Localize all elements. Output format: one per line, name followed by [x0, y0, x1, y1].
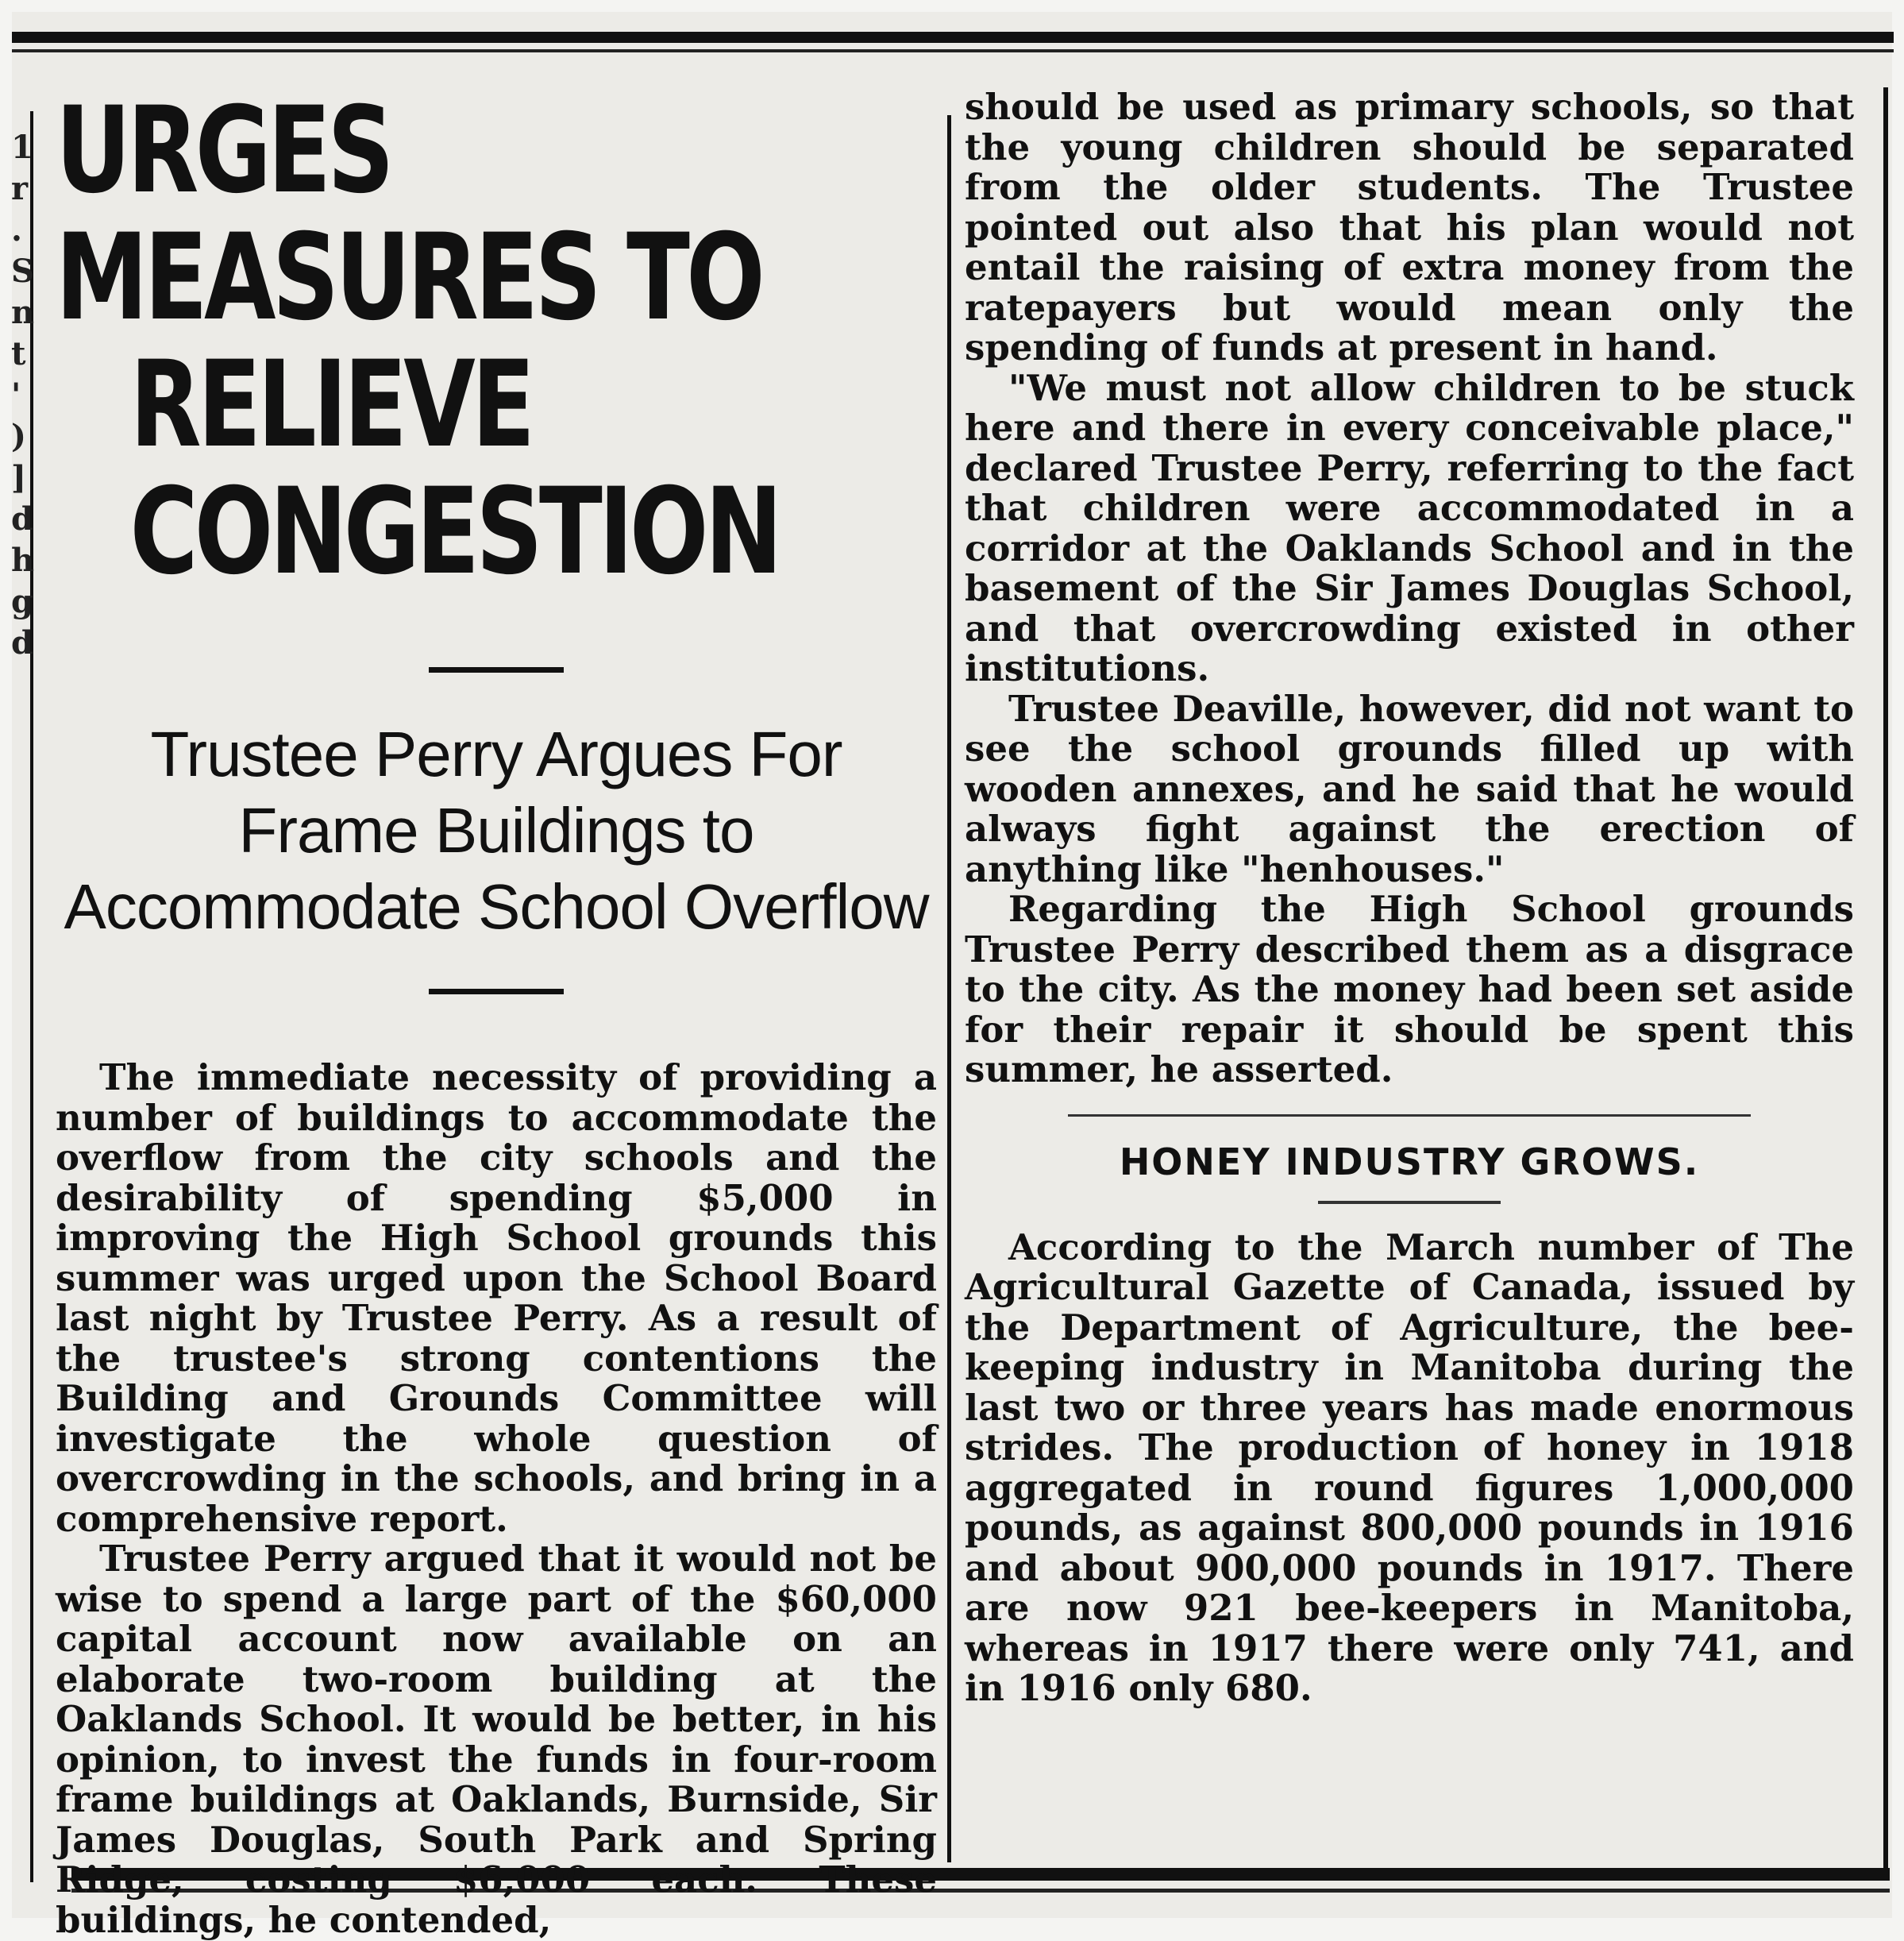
- section-divider: [1068, 1114, 1751, 1117]
- second-article-body: [965, 1225, 1854, 1709]
- headline: [56, 82, 935, 601]
- article-paragraph: Trustee Deaville, however, did not want to see the school grounds filled up with wooden annexes, and he said that he would always fight against the erection of anything like "henhouses.": [965, 687, 1854, 890]
- second-headline-divider: [1318, 1201, 1501, 1204]
- right-column: [965, 87, 1854, 1709]
- article-paragraph: Regarding the High School grounds Trustee Perry described them as a disgrace to the city. As the money had been set aside for their repair it should be spent this summer, he asserted.: [965, 888, 1854, 1090]
- article-paragraph: "We must not allow children to be stuck here and there in every conceivable place," declared Trustee Perry, referring to the fact that children were accommodated in a corridor at the Oaklands School and in the basement of the Sir James Douglas School, and that overcrowding existed in other institutions.: [965, 366, 1854, 689]
- top-border-rule-thin: [12, 49, 1894, 52]
- article-body-right: [965, 87, 1854, 1090]
- article-paragraph: should be used as primary schools, so that the young children should be separated from the older students. The Trustee pointed out also that his plan would not entail the raising of extra money from the ratepayers but would mean only the spending of funds at present in hand.: [965, 86, 1854, 369]
- article-paragraph: Trustee Perry argued that it would not be wise to spend a large part of the $60,000 capital account now available on an elaborate two-room building at the Oaklands School. It would be better, in his opinion, to invest the funds in four-room frame buildings at Oaklands, Burnside, Sir James Douglas, South Park and Spring Ridge, costing $6,000 each. These buildings, he contended,: [56, 1538, 937, 1941]
- subheadline: Trustee Perry Argues For Frame Buildings to Accommodate School Overflow: [64, 719, 929, 942]
- article-paragraph: According to the March number of The Agricultural Gazette of Canada, issued by the Department of Agriculture, the bee-keeping industry in Manitoba during the last two or three years has made enormous strides. The production of honey in 1918 aggregated in round figures 1,000,000 pounds, as against 800,000 pounds in 1916 and about 900,000 pounds in 1917. There are now 921 bee-keepers in Manitoba, whereas in 1917 there were only 741, and in 1916 only 680.: [965, 1225, 1854, 1709]
- headline-divider: [429, 667, 564, 673]
- adjacent-column-fragments: 1 r . S n t ' ) ] d h g d: [11, 129, 35, 662]
- deck-divider: [429, 989, 564, 994]
- left-column: [56, 82, 937, 1941]
- second-headline: HONEY INDUSTRY GROWS.: [1119, 1140, 1700, 1183]
- headline-line-2: RELIEVE CONGESTION: [129, 336, 779, 601]
- article-paragraph: The immediate necessity of providing a number of buildings to accommodate the overflow from the city schools and the desirability of spending $5,000 in improving the High School grounds this summer was urged upon the School Board last night by Trustee Perry. As a result of the trustee's strong contentions the Building and Grounds Committee will investigate the whole question of overcrowding in the schools, and bring in a comprehensive report.: [56, 1056, 937, 1540]
- top-border-rule: [12, 32, 1894, 43]
- article-body-left: [56, 1058, 937, 1940]
- right-column-rule: [1883, 87, 1888, 1874]
- headline-line-1: URGES MEASURES TO: [56, 82, 761, 347]
- center-column-rule: [947, 115, 951, 1862]
